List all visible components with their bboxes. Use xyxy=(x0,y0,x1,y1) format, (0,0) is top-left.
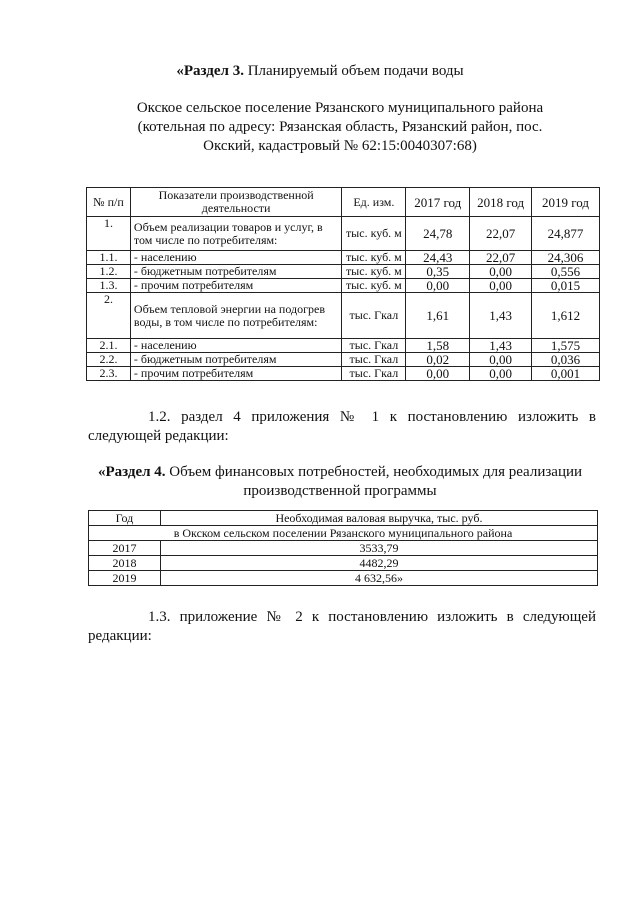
row-2017: 1,61 xyxy=(406,293,470,339)
table-row xyxy=(87,279,600,293)
row-year: 2019 xyxy=(89,571,161,586)
col-header-indicator: Показатели производственной деятельности xyxy=(130,188,341,217)
col-header-unit: Ед. изм. xyxy=(342,188,406,217)
row-unit: тыс. куб. м xyxy=(342,279,406,293)
col-header-year: Год xyxy=(89,511,161,526)
row-revenue: 4482,29 xyxy=(160,556,597,571)
section4-title-rest: Объем финансовых потребностей, необходимых для реализации производственной программы xyxy=(165,464,583,499)
row-unit: тыс. Гкал xyxy=(342,367,406,381)
row-2019: 0,015 xyxy=(532,279,600,293)
row-name: - прочим потребителям xyxy=(130,279,341,293)
row-2019: 24,877 xyxy=(532,217,600,251)
row-num: 2.1. xyxy=(87,339,131,353)
row-2018: 0,00 xyxy=(470,353,532,367)
row-unit: тыс. куб. м xyxy=(342,217,406,251)
section4-title xyxy=(80,463,600,501)
table-row xyxy=(87,293,600,339)
row-name: - населению xyxy=(130,251,341,265)
row-num: 1.1. xyxy=(87,251,131,265)
row-2017: 24,78 xyxy=(406,217,470,251)
row-2017: 0,00 xyxy=(406,367,470,381)
section3-subtitle: Окское сельское поселение Рязанского муниципального района (котельная по адресу: Рязанская область, Рязанский район, пос. Окский, кадастровый № 62:15:0040307:68) xyxy=(136,100,544,154)
row-2019: 1,575 xyxy=(532,339,600,353)
row-unit: тыс. Гкал xyxy=(342,293,406,339)
water-volume-table xyxy=(86,187,600,381)
table-row xyxy=(87,339,600,353)
row-num: 1.2. xyxy=(87,265,131,279)
row-num: 1. xyxy=(87,217,131,251)
col-header-2019: 2019 год xyxy=(532,188,600,217)
row-2019: 24,306 xyxy=(532,251,600,265)
row-name: - бюджетным потребителям xyxy=(130,265,341,279)
col-header-2017: 2017 год xyxy=(406,188,470,217)
table-row xyxy=(87,367,600,381)
row-2017: 24,43 xyxy=(406,251,470,265)
row-revenue: 3533,79 xyxy=(160,541,597,556)
table-row xyxy=(89,541,598,556)
row-year: 2018 xyxy=(89,556,161,571)
table-subheader-row xyxy=(89,526,598,541)
col-header-revenue: Необходимая валовая выручка, тыс. руб. xyxy=(160,511,597,526)
row-2019: 0,001 xyxy=(532,367,600,381)
section3-title-bold: «Раздел 3. xyxy=(176,63,244,79)
row-2018: 22,07 xyxy=(470,251,532,265)
table-row xyxy=(87,251,600,265)
row-2017: 0,35 xyxy=(406,265,470,279)
row-num: 2. xyxy=(87,293,131,339)
table-row xyxy=(89,556,598,571)
row-unit: тыс. Гкал xyxy=(342,339,406,353)
table-subheader: в Окском сельском поселении Рязанского муниципального района xyxy=(89,526,598,541)
row-2018: 1,43 xyxy=(470,293,532,339)
table-header-row xyxy=(89,511,598,526)
section4-title-bold: «Раздел 4. xyxy=(97,464,166,480)
row-unit: тыс. куб. м xyxy=(342,265,406,279)
col-header-2018: 2018 год xyxy=(470,188,532,217)
row-2017: 0,00 xyxy=(406,279,470,293)
row-num: 2.2. xyxy=(87,353,131,367)
row-2018: 0,00 xyxy=(470,279,532,293)
paragraph-1-2: 1.2. раздел 4 приложения № 1 к постановлению изложить в следующей редакции: xyxy=(88,409,596,444)
row-num: 1.3. xyxy=(87,279,131,293)
row-2019: 1,612 xyxy=(532,293,600,339)
table-row xyxy=(87,265,600,279)
row-2018: 22,07 xyxy=(470,217,532,251)
col-header-num: № п/п xyxy=(87,188,131,217)
row-2019: 0,556 xyxy=(532,265,600,279)
row-num: 2.3. xyxy=(87,367,131,381)
row-name: - населению xyxy=(130,339,341,353)
row-2019: 0,036 xyxy=(532,353,600,367)
row-2017: 1,58 xyxy=(406,339,470,353)
row-revenue: 4 632,56» xyxy=(160,571,597,586)
row-unit: тыс. Гкал xyxy=(342,353,406,367)
row-2018: 1,43 xyxy=(470,339,532,353)
row-2018: 0,00 xyxy=(470,367,532,381)
table-row xyxy=(89,571,598,586)
row-year: 2017 xyxy=(89,541,161,556)
section3-title-rest: Планируемый объем подачи воды xyxy=(243,63,464,79)
section3-title xyxy=(0,62,640,81)
paragraph-1-3: 1.3. приложение № 2 к постановлению изложить в следующей редакции: xyxy=(88,609,596,644)
table-row xyxy=(87,353,600,367)
row-name: - бюджетным потребителям xyxy=(130,353,341,367)
row-2017: 0,02 xyxy=(406,353,470,367)
table-header-row xyxy=(87,188,600,217)
row-name: - прочим потребителям xyxy=(130,367,341,381)
row-unit: тыс. куб. м xyxy=(342,251,406,265)
row-name: Объем тепловой энергии на подогрев воды, в том числе по потребителям: xyxy=(130,293,341,339)
row-2018: 0,00 xyxy=(470,265,532,279)
row-name: Объем реализации товаров и услуг, в том числе по потребителям: xyxy=(130,217,341,251)
table-row xyxy=(87,217,600,251)
financial-needs-table xyxy=(88,510,598,586)
